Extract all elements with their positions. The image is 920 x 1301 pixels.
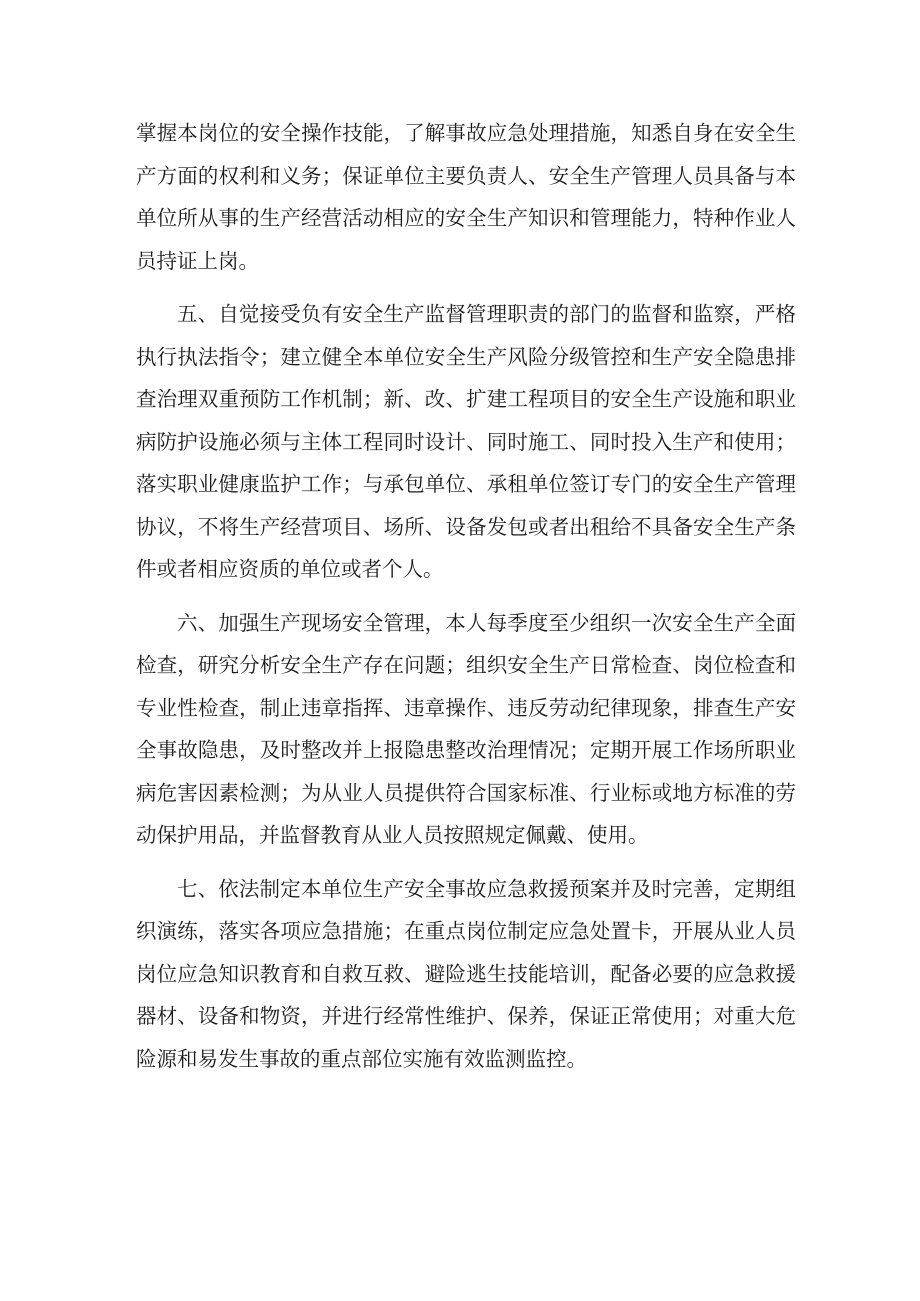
paragraph-continuation: 掌握本岗位的安全操作技能，了解事故应急处理措施，知悉自身在安全生产方面的权利和义务；保证单位主要负责人、安全生产管理人员具备与本单位所从事的生产经营活动相应的安全生产知识和管理能力，特种作业人员持证上岗。 — [136, 121, 796, 273]
paragraph-item-7: 七、依法制定本单位生产安全事故应急救援预案并及时完善，定期组织演练，落实各项应急措施；在重点岗位制定应急处置卡，开展从业人员岗位应急知识教育和自救互救、避险逃生技能培训，配备必要的应急救援器材、设备和物资，并进行经常性维护、保养，保证正常使用；对重大危险源和易发生事故的重点部位实施有效监测监控。 — [136, 876, 796, 1071]
paragraph-item-6: 六、加强生产现场安全管理，本人每季度至少组织一次安全生产全面检查，研究分析安全生产存在问题；组织安全生产日常检查、岗位检查和专业性检查，制止违章指挥、违章操作、违反劳动纪律现象，排查生产安全事故隐患，及时整改并上报隐患整改治理情况；定期开展工作场所职业病危害因素检测；为从业人员提供符合国家标准、行业标或地方标准的劳动保护用品，并监督教育从业人员按照规定佩戴、使用。 — [136, 610, 796, 847]
paragraph-item-5: 五、自觉接受负有安全生产监督管理职责的部门的监督和监察，严格执行执法指令；建立健全本单位安全生产风险分级管控和生产安全隐患排查治理双重预防工作机制；新、改、扩建工程项目的安全生产设施和职业病防护设施必须与主体工程同时设计、同时施工、同时投入生产和使用；落实职业健康监护工作；与承包单位、承租单位签订专门的安全生产管理协议，不将生产经营项目、场所、设备发包或者出租给不具备安全生产条件或者相应资质的单位或者个人。 — [136, 302, 796, 581]
document-body — [136, 112, 796, 1091]
